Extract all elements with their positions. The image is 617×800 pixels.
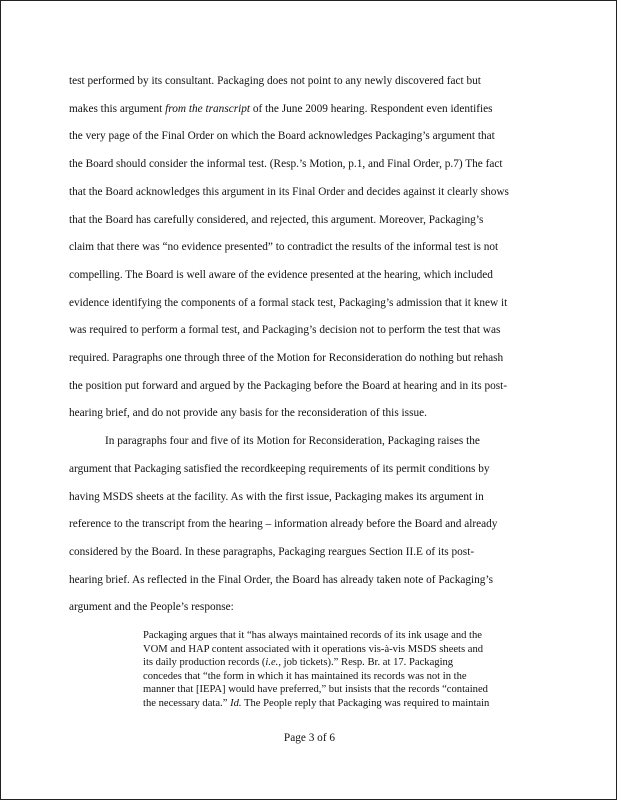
quote-line: the necessary data.” Id. The People reply that Packaging was required to maintain bbox=[143, 697, 490, 709]
quote-line: concedes that “the form in which it has maintained its records was not in the bbox=[143, 670, 467, 682]
text-line: In paragraphs four and five of its Motion for Reconsideration, Packaging raises the bbox=[105, 435, 480, 448]
text-line: hearing brief, and do not provide any basis for the reconsideration of this issue. bbox=[69, 407, 427, 420]
text-line: hearing brief. As reflected in the Final Order, the Board has already taken note of Packaging’s bbox=[69, 573, 493, 586]
text-line: argument that Packaging satisfied the recordkeeping requirements of its permit conditions by bbox=[69, 462, 490, 475]
quote-line: Packaging argues that it “has always maintained records of its ink usage and the bbox=[143, 630, 482, 641]
page-number: Page 3 of 6 bbox=[283, 732, 336, 744]
text-line: evidence identifying the components of a formal stack test, Packaging’s admission that it knew it bbox=[69, 296, 508, 309]
text-line: having MSDS sheets at the facility. As with the first issue, Packaging makes its argument in bbox=[69, 490, 484, 503]
text-line: the very page of the Final Order on which the Board acknowledges Packaging’s argument that bbox=[69, 130, 495, 143]
quote-line: its daily production records (i.e., job tickets).” Resp. Br. at 17. Packaging bbox=[143, 657, 454, 668]
text-line: the Board should consider the informal test. (Resp.’s Motion, p.1, and Final Order, p.7) The fact bbox=[69, 158, 503, 171]
text-line: reference to the transcript from the hearing – information already before the Board and already bbox=[69, 518, 498, 531]
text-line: the position put forward and argued by the Packaging before the Board at hearing and in its post- bbox=[69, 379, 508, 392]
block-quote bbox=[143, 629, 543, 710]
emphasis: Id. bbox=[230, 697, 242, 709]
body-text bbox=[69, 68, 549, 622]
quote-line: manner that [IEPA] would have preferred,” but insists that the records “contained bbox=[143, 684, 488, 695]
quote-line: VOM and HAP content associated with it operations vis-à-vis MSDS sheets and bbox=[143, 643, 484, 655]
text-line: makes this argument from the transcript of the June 2009 hearing. Respondent even identifies bbox=[69, 102, 493, 115]
text-line: was required to perform a formal test, and Packaging’s decision not to perform the test that was bbox=[69, 324, 501, 337]
text-line: considered by the Board. In these paragraphs, Packaging reargues Section II.E of its post- bbox=[69, 545, 475, 558]
text-line: required. Paragraphs one through three of the Motion for Reconsideration do nothing but rehash bbox=[69, 352, 504, 365]
emphasis: i.e., bbox=[265, 657, 281, 668]
text-line: argument and the People’s response: bbox=[69, 601, 234, 614]
text-line: claim that there was “no evidence presented” to contradict the results of the informal test is not bbox=[69, 241, 499, 254]
text-line: that the Board has carefully considered, and rejected, this argument. Moreover, Packaging’s bbox=[69, 213, 484, 226]
text-line: compelling. The Board is well aware of the evidence presented at the hearing, which included bbox=[69, 268, 493, 281]
text-line: that the Board acknowledges this argument in its Final Order and decides against it clearly shows bbox=[69, 185, 509, 198]
text-line: test performed by its consultant. Packaging does not point to any newly discovered fact but bbox=[69, 75, 481, 87]
emphasis: from the transcript bbox=[165, 102, 251, 115]
